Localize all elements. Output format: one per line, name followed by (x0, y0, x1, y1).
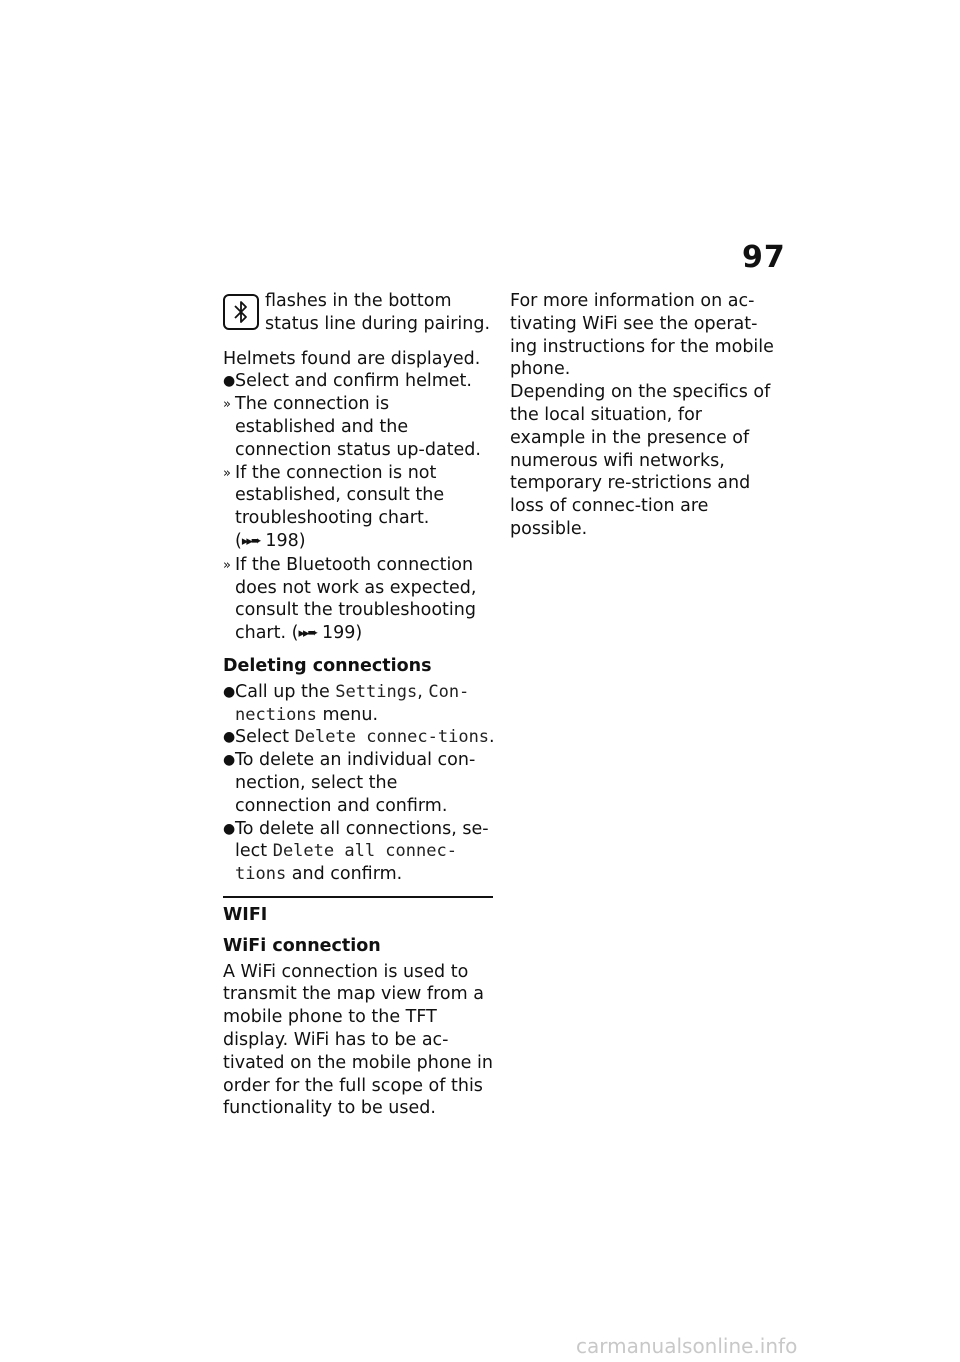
result-arrow-icon: » (223, 557, 231, 573)
bullet-icon: ● (223, 373, 236, 390)
list-item (223, 818, 495, 886)
section-divider (223, 896, 493, 898)
delete-all-suffix: and confirm. (291, 864, 403, 885)
result-arrow-icon: » (223, 397, 231, 413)
call-up-suffix: menu. (322, 704, 379, 725)
list-item (223, 726, 495, 749)
watermark: carmanualsonline.info (576, 1334, 798, 1358)
select-suffix: . (489, 727, 495, 748)
bluetooth-pairing-text: flashes in the bottom status line during pairing. (265, 291, 491, 334)
page-reference-198: 198) (265, 530, 306, 551)
menu-delete-all-connections: Delete all connec-tions (235, 841, 457, 885)
bluetooth-glyph (232, 299, 250, 325)
bullet-icon: ● (223, 752, 236, 769)
depending-text: Depending on the specifics of the local situation, for example in the presence of numerous wifi networks, temporary re-strictions and loss of connec-tion are possible. (510, 382, 771, 539)
wifi-section-title: WIFI (223, 904, 268, 925)
result-bluetooth-text: If the Bluetooth connection does not work as expected, consult the troubleshooting chart. (235, 554, 477, 644)
result-not-established-text: If the connection is not established, consult the troubleshooting chart. (235, 462, 445, 529)
result-established-text: The connection is established and the connection status up-dated. (235, 394, 481, 460)
list-item (223, 681, 495, 727)
list-item: » If the connection is not established, consult the troubleshooting chart. (▸▸➨ 198) (223, 462, 495, 554)
page-number: 97 (742, 240, 786, 275)
select-prefix: Select (235, 727, 289, 748)
bluetooth-status-row (223, 290, 495, 336)
list-item: » If the Bluetooth connection does not work as expected, consult the troubleshooting chart. (▸▸➨ 199) (223, 554, 495, 646)
menu-connections: Con-nections (235, 681, 470, 725)
bullet-icon: ● (223, 729, 236, 746)
helmets-found-text: Helmets found are displayed. (223, 348, 481, 369)
bullet-icon: ● (223, 820, 236, 837)
page-reference-arrow-icon: ▸▸➨ (298, 626, 317, 642)
list-item (223, 749, 495, 817)
result-arrow-icon: » (223, 465, 231, 481)
left-column (223, 290, 495, 1120)
page-reference-arrow-icon: ▸▸➨ (241, 533, 260, 549)
call-up-separator: , (417, 681, 423, 702)
delete-individual-text: To delete an individual con-nection, select the connection and confirm. (235, 750, 476, 816)
page-reference-199: 199) (321, 623, 363, 644)
right-column (510, 290, 775, 541)
deleting-connections-heading: Deleting connections (223, 655, 432, 676)
bluetooth-icon (223, 294, 259, 330)
wifi-body-text: A WiFi connection is used to transmit the map view from a mobile phone to the TFT display. WiFi has to be ac-tivated on the mobile phone in order for the full scope of this functionality to be used. (223, 961, 493, 1119)
list-item (223, 370, 495, 393)
menu-delete-connections: Delete connec-tions (294, 727, 490, 748)
menu-settings: Settings (335, 681, 418, 702)
bullet-icon: ● (223, 683, 236, 700)
wifi-connection-heading: WiFi connection (223, 935, 381, 956)
more-info-text: For more information on ac-tivating WiFi see the operat-ing instructions for the mobile phone. (510, 291, 774, 380)
call-up-prefix: Call up the (235, 681, 330, 702)
delete-all-prefix: To delete all connections, se-lect (235, 818, 489, 862)
select-confirm-text: Select and confirm helmet. (235, 371, 472, 392)
list-item (223, 393, 495, 461)
